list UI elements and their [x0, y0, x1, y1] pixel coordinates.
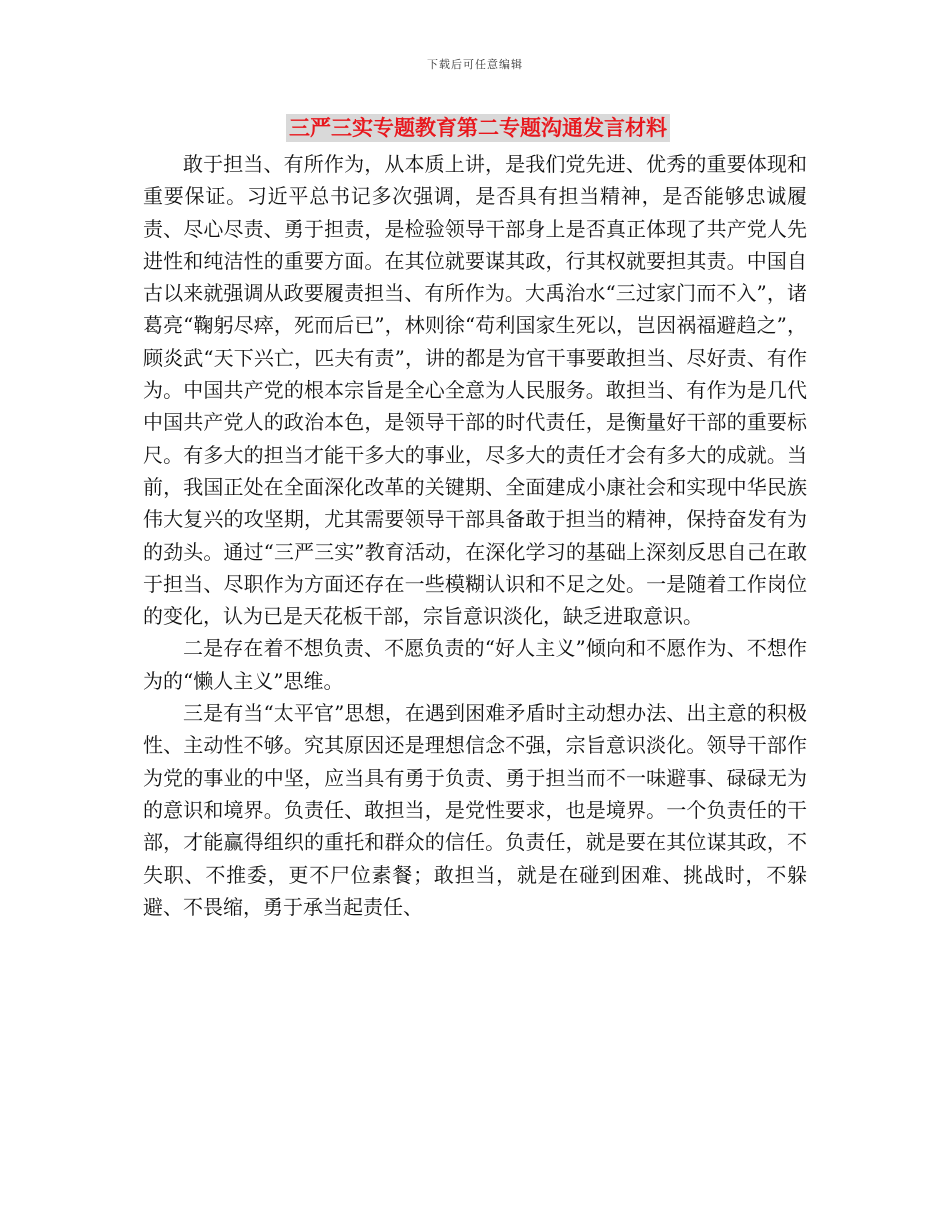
paragraph-3: 三是有当“太平官”思想，在遇到困难矛盾时主动想办法、出主意的积极性、主动性不够。究其原因还是理想信念不强，宗旨意识淡化。领导干部作为党的事业的中坚，应当具有勇于负责、勇于担当而不一味避事、碌碌无为的意识和境界。负责任、敢担当，是党性要求，也是境界。一个负责任的干部，才能赢得组织的重托和群众的信任。负责任，就是要在其位谋其政，不失职、不推委，更不尸位素餐；敢担当，就是在碰到困难、挑战时，不躲避、不畏缩，勇于承当起责任、: [143, 701, 807, 919]
header-note: 下载后可任意编辑: [427, 58, 523, 71]
paragraph-2: 二是存在着不想负责、不愿负责的“好人主义”倾向和不愿作为、不想作为的“懒人主义”思维。: [143, 636, 807, 693]
document-title: 三严三实专题教育第二专题沟通发言材料: [286, 114, 670, 142]
document-body: [143, 148, 807, 923]
paragraph-1: 敢于担当、有所作为，从本质上讲，是我们党先进、优秀的重要体现和重要保证。习近平总书记多次强调，是否具有担当精神，是否能够忠诚履责、尽心尽责、勇于担责，是检验领导干部身上是否真正体现了共产党人先进性和纯洁性的重要方面。在其位就要谋其政，行其权就要担其责。中国自古以来就强调从政要履责担当、有所作为。大禹治水“三过家门而不入”，诸葛亮“鞠躬尽瘁，死而后已”，林则徐“苟利国家生死以，岂因祸福避趋之”，顾炎武“天下兴亡，匹夫有责”，讲的都是为官干事要敢担当、尽好责、有作为。中国共产党的根本宗旨是全心全意为人民服务。敢担当、有作为是几代中国共产党人的政治本色，是领导干部的时代责任，是衡量好干部的重要标尺。有多大的担当才能干多大的事业，尽多大的责任才会有多大的成就。当前，我国正处在全面深化改革的关键期、全面建成小康社会和实现中华民族伟大复兴的攻坚期，尤其需要领导干部具备敢于担当的精神，保持奋发有为的劲头。通过“三严三实”教育活动，在深化学习的基础上深刻反思自己在敢于担当、尽职作为方面还存在一些模糊认识和不足之处。一是随着工作岗位的变化，认为已是天花板干部，宗旨意识淡化，缺乏进取意识。: [143, 152, 807, 629]
